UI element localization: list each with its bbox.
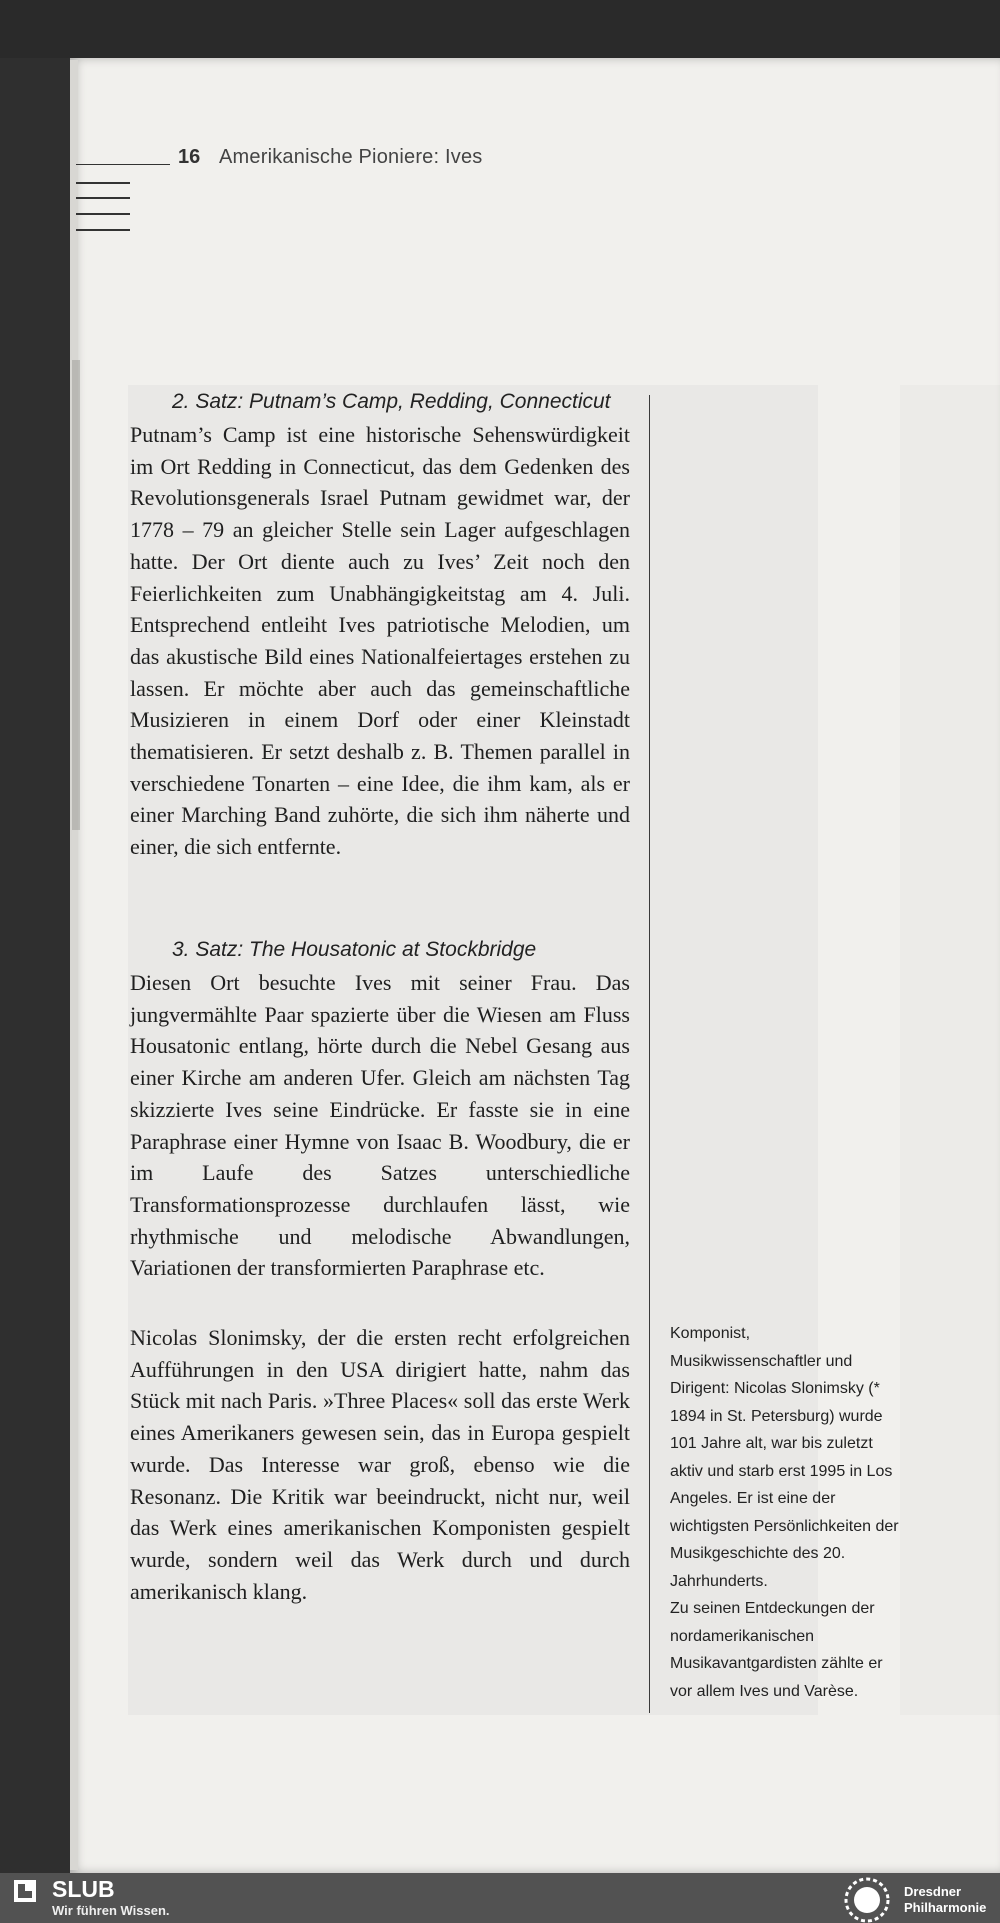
- scan-background-top: [0, 0, 1000, 58]
- page-edge: [70, 60, 78, 1870]
- header-rule: [76, 164, 170, 165]
- slub-logo-icon: [14, 1880, 40, 1904]
- margin-dash: [76, 197, 130, 199]
- section-heading-satz-2: 2. Satz: Putnam’s Camp, Redding, Connecticut: [172, 390, 611, 413]
- sidebar-paragraph: Komponist, Musikwissenschaftler und Dirigent: Nicolas Slonimsky (* 1894 in St. Petersburg) wurde 101 Jahre alt, war bis zuletzt aktiv und starb erst 1995 in Los Angeles. Er ist eine der wichtigsten Persönlichkeiten der Musikgeschichte des 20. Jahrhunderts.: [670, 1325, 899, 1590]
- scan-background-left: [0, 58, 70, 1873]
- sidebar-note: [670, 1320, 900, 1705]
- sidebar-paragraph: Zu seinen Entdeckungen der nordamerikanischen Musikavantgardisten zählte er vor allem Ives und Varèse.: [670, 1600, 883, 1700]
- column-divider: [649, 395, 650, 1713]
- orchestra-name-line2: Philharmonie: [904, 1900, 987, 1915]
- bleed-through-shadow-right: [900, 385, 1000, 1715]
- orchestra-name-line1: Dresdner: [904, 1884, 962, 1899]
- library-tagline: Wir führen Wissen.: [52, 1903, 170, 1918]
- margin-dash: [76, 182, 130, 184]
- library-name: SLUB: [52, 1876, 115, 1902]
- section-body-satz-3: Diesen Ort besuchte Ives mit seiner Frau. Das jungvermählte Paar spazierte über die Wiesen am Fluss Housatonic entlang, hörte durch die Nebel Gesang aus einer Kirche am anderen Ufer. Gleich am nächsten Tag skizzierte Ives seine Eindrücke. Er fasste sie in eine Paraphrase einer Hymne von Isaac B. Woodbury, die er im Laufe des Satzes unterschiedliche Transformationsprozesse durchlaufen lässt, wie rhythmische und melodische Abwandlungen, Variationen der transformierten Paraphrase etc.: [130, 970, 630, 1281]
- section-body-slonimsky: Nicolas Slonimsky, der die ersten recht erfolgreichen Aufführungen in den USA dirigiert hatte, nahm das Stück mit nach Paris. »Three Places« soll das erste Werk eines Amerikaners gewesen sein, das in Europa gespielt wurde. Das Interesse war groß, ebenso wie die Resonanz. Die Kritik war beeindruckt, nicht nur, weil das Werk eines amerikanischen Komponisten gespielt wurde, sondern weil das Werk durch und durch amerikanisch klang.: [130, 1325, 630, 1604]
- margin-dash: [76, 213, 130, 215]
- page-title: Amerikanische Pioniere: Ives: [219, 146, 483, 168]
- margin-dash: [76, 229, 130, 231]
- page-number: 16: [178, 146, 201, 168]
- section-body-satz-2: Putnam’s Camp ist eine historische Sehenswürdigkeit im Ort Redding in Connecticut, das dem Gedenken des Revolutionsgenerals Israel Putnam gewidmet war, der 1778 – 79 an gleicher Stelle sein Lager aufgeschlagen hatte. Der Ort diente auch zu Ives’ Zeit noch den Feierlichkeiten zum Unabhängigkeitstag am 4. Juli. Entsprechend entleiht Ives patriotische Melodien, um das akustische Bild eines Nationalfeiertages erstehen zu lassen. Er möchte aber auch das gemeinschaftliche Musizieren in einem Dorf oder einer Kleinstadt thematisieren. Er setzt deshalb z. B. Themen parallel in verschiedene Tonarten – eine Idee, die ihm kam, als er einer Marching Band zuhörte, die sich ihm näherte und einer, die sich entfernte.: [130, 422, 630, 860]
- dresdner-philharmonie-logo-icon: [842, 1877, 892, 1923]
- section-heading-satz-3: 3. Satz: The Housatonic at Stockbridge: [172, 938, 537, 961]
- bleed-through-left: [72, 360, 80, 830]
